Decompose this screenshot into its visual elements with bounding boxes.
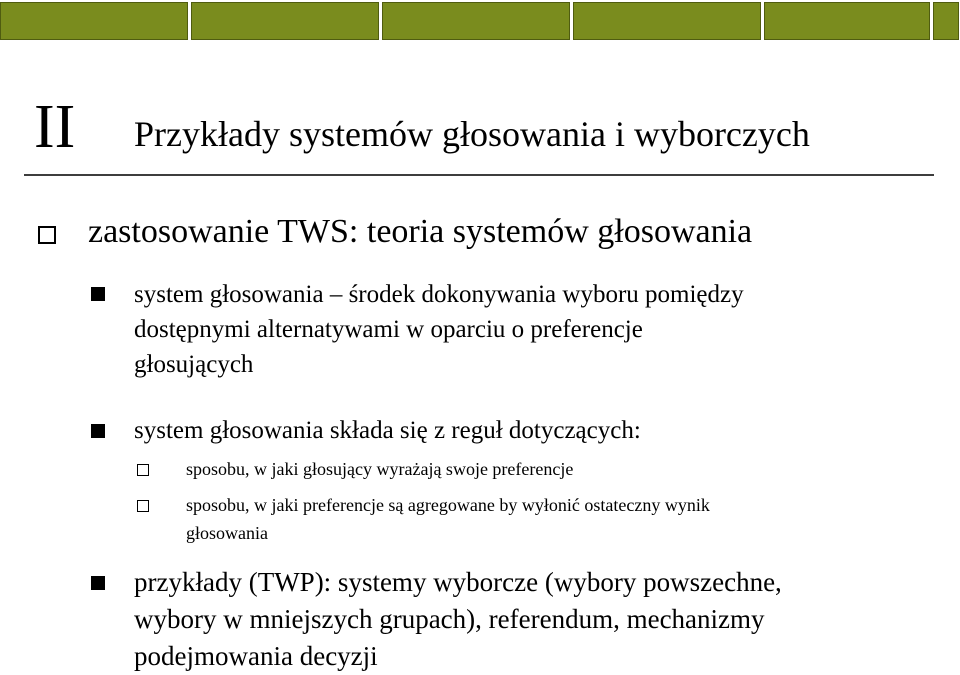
list-item (134, 413, 934, 448)
list-item (134, 277, 934, 382)
sub-list-item-line: głosowania (186, 523, 268, 543)
slide-title: Przykłady systemów głosowania i wyborczych (134, 114, 810, 154)
list-item-line: system głosowania – środek dokonywania wyboru pomiędzy (134, 281, 744, 308)
hollow-square-bullet-icon (137, 464, 149, 476)
sub-list-item (186, 455, 936, 483)
filled-square-bullet-icon (91, 287, 105, 301)
bar-segment (0, 2, 188, 40)
title-divider (24, 174, 934, 176)
sub-list-item (186, 491, 936, 547)
top-decorative-bar (0, 0, 960, 42)
sub-list-item-line: sposobu, w jaki głosujący wyrażają swoje preferencje (186, 459, 574, 479)
bar-segment (382, 2, 570, 40)
bar-segment (933, 2, 959, 40)
section-number: II (34, 93, 76, 161)
filled-square-bullet-icon (91, 576, 105, 590)
sub-list-item-line: sposobu, w jaki preferencje są agregowane by wyłonić ostateczny wynik (186, 495, 710, 515)
hollow-square-bullet-icon (38, 226, 56, 244)
filled-square-bullet-icon (91, 424, 105, 438)
bar-segment (573, 2, 761, 40)
list-item-line: dostępnymi alternatywami w oparciu o preferencje (134, 316, 643, 343)
list-item (134, 564, 954, 675)
hollow-square-bullet-icon (137, 500, 149, 512)
list-item-line: wybory w mniejszych grupach), referendum, mechanizmy (134, 604, 765, 634)
list-item-line: przykłady (TWP): systemy wyborcze (wybory powszechne, (134, 567, 782, 597)
list-item-line: system głosowania składa się z reguł dotyczących: (134, 417, 641, 444)
level1-bullet-text: zastosowanie TWS: teoria systemów głosowania (88, 213, 753, 250)
list-item-line: głosujących (134, 351, 254, 378)
bar-segment (191, 2, 379, 40)
list-item-line: podejmowania decyzji (134, 641, 378, 671)
bar-segment (764, 2, 930, 40)
